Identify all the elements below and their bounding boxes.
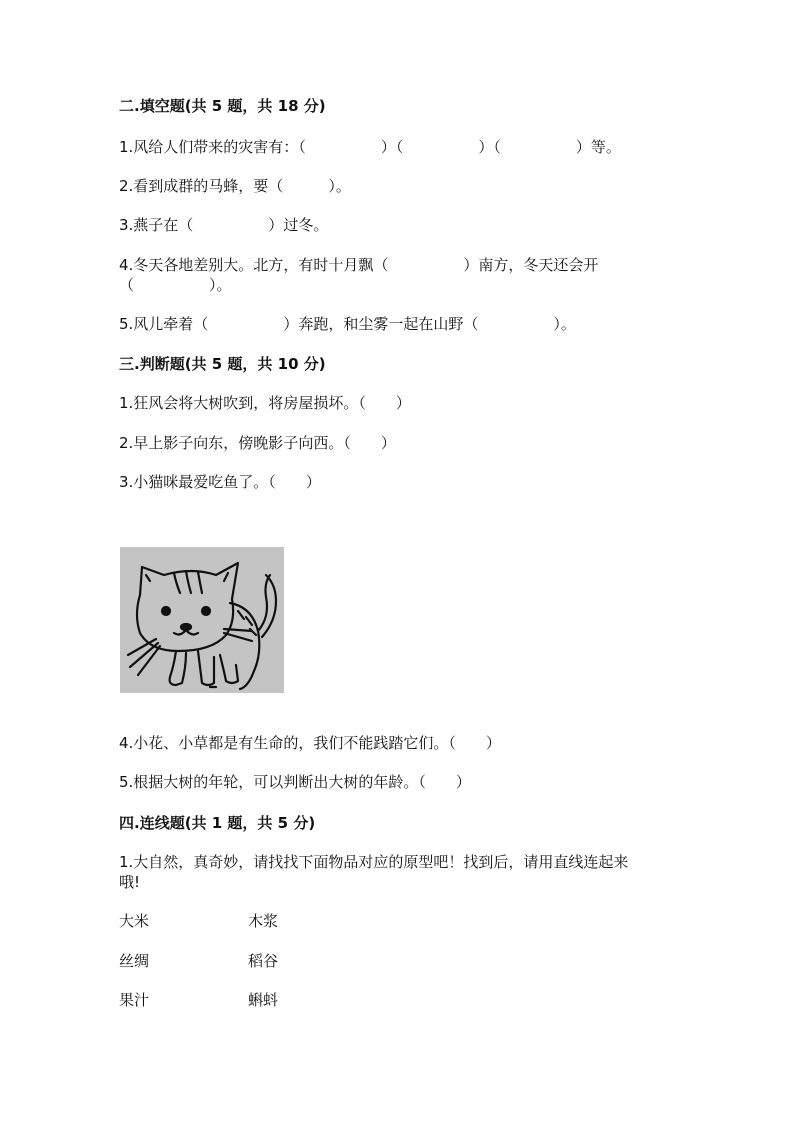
match-heading: 四.连线题(共 1 题，共 5 分)	[119, 814, 316, 832]
cat-image	[120, 547, 284, 693]
fill-question-5: 5.风儿牵着（ ）奔跑，和尘雾一起在山野（ ）。	[119, 315, 576, 333]
cat-drawing-icon	[120, 547, 284, 693]
match-left-item-1: 大米	[119, 912, 150, 930]
match-left-item-3: 果汁	[119, 991, 150, 1009]
fill-question-4-line-1: 4.冬天各地差别大。北方，有时十月飘（ ）南方，冬天还会开	[119, 256, 599, 274]
fill-question-2: 2.看到成群的马蜂，要（ ）。	[119, 177, 351, 195]
fill-question-1: 1.风给人们带来的灾害有：（ ）（ ）（ ）等。	[119, 138, 621, 156]
fill-heading: 二.填空题(共 5 题，共 18 分)	[119, 97, 326, 115]
fill-question-3: 3.燕子在（ ）过冬。	[119, 216, 329, 234]
match-right-item-2: 稻谷	[248, 952, 279, 970]
judge-question-2: 2.早上影子向东，傍晚影子向西。（ ）	[119, 434, 396, 452]
match-right-item-3: 蝌蚪	[248, 991, 279, 1009]
judge-question-1: 1.狂风会将大树吹到，将房屋损坏。（ ）	[119, 394, 411, 412]
judge-question-4: 4.小花、小草都是有生命的，我们不能践踏它们。（ ）	[119, 734, 501, 752]
match-right-item-1: 木浆	[248, 912, 279, 930]
judge-question-5: 5.根据大树的年轮，可以判断出大树的年龄。（ ）	[119, 773, 471, 791]
judge-heading: 三.判断题(共 5 题，共 10 分)	[119, 355, 326, 373]
match-question-line-2: 哦!	[119, 873, 141, 891]
fill-question-4-line-2: （ ）。	[119, 276, 232, 294]
match-left-item-2: 丝绸	[119, 952, 150, 970]
judge-question-3: 3.小猫咪最爱吃鱼了。（ ）	[119, 473, 321, 491]
match-question-line-1: 1.大自然，真奇妙，请找找下面物品对应的原型吧！找到后，请用直线连起来	[119, 853, 629, 871]
